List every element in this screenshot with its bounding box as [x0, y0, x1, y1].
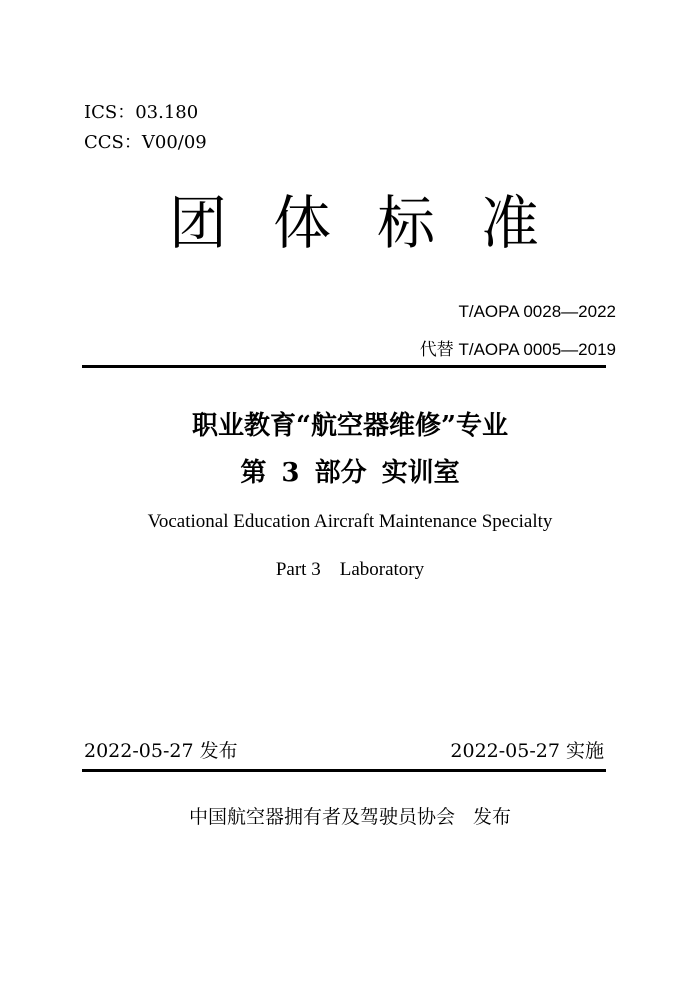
- ccs-code: CCS：V00/09: [84, 132, 207, 153]
- issue-date: 2022-05-27 发布: [84, 740, 238, 762]
- english-title-line-2: Part 3 Laboratory: [275, 559, 425, 580]
- standard-number: T/AOPA 0028—2022: [458, 302, 616, 321]
- chinese-title-line-1: 职业教育“航空器维修”专业: [192, 411, 508, 441]
- top-divider: [82, 365, 606, 368]
- chinese-title-line-2: 第 3 部分 实训室: [240, 458, 460, 488]
- publisher-line: 中国航空器拥有者及驾驶员协会 发布: [188, 806, 512, 828]
- implementation-date: 2022-05-27 实施: [450, 740, 604, 762]
- replaces-standard: 代替 T/AOPA 0005—2019: [419, 340, 616, 359]
- bottom-divider: [82, 769, 606, 772]
- standard-type-title: 团体标准: [168, 189, 585, 257]
- ics-code: ICS：03.180: [84, 102, 199, 123]
- english-title-line-1: Vocational Education Aircraft Maintenance Specialty: [147, 511, 553, 532]
